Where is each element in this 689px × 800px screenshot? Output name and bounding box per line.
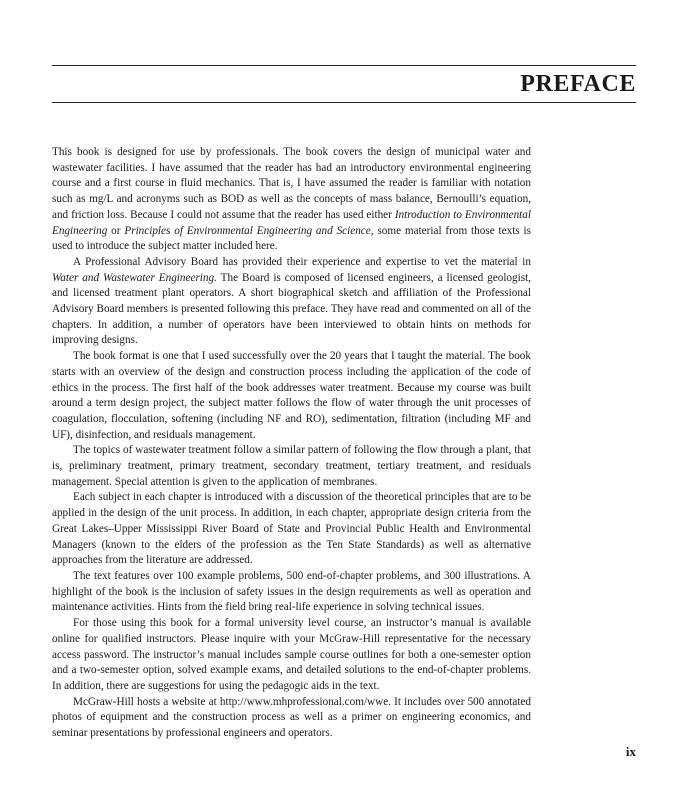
paragraph-4 <box>52 443 531 490</box>
header-top-rule <box>52 65 636 66</box>
paragraph-text: or <box>107 224 125 237</box>
paragraph-6 <box>52 569 531 616</box>
paragraph-5 <box>52 490 531 569</box>
header-bottom-rule <box>52 102 636 103</box>
book-title: Principles of Environmental Engineering and Science, <box>124 224 374 237</box>
page-number: ix <box>625 744 636 759</box>
paragraph-2 <box>52 255 531 349</box>
paragraph-7 <box>52 616 531 695</box>
paragraph-text: McGraw-Hill hosts a website at http://www.mhprofessional.com/wwe. It includes over 500 annotated photos of equipment and the construction process as well as a primer on engineering economics, and seminar presentations by professional engineers and operators. <box>52 695 531 740</box>
paragraph-text: The book format is one that I used successfully over the 20 years that I taught the material. The book starts with an overview of the design and construction process including the application of the code of ethics in the process. The first half of the book addresses water treatment. Because my course was built around a term design project, the subject matter follows the flow of water through the unit processes of coagulation, flocculation, softening (including NF and RO), sedimentation, filtration (including MF and UF), disinfection, and residuals management. <box>52 350 531 441</box>
paragraph-text: The topics of wastewater treatment follow a similar pattern of following the flow through a plant, that is, preliminary treatment, primary treatment, secondary treatment, tertiary treatment, and residuals management. Special attention is given to the application of membranes. <box>52 444 531 488</box>
paragraph-text: For those using this book for a formal university level course, an instructor’s manual is available online for qualified instructors. Please inquire with your McGraw-Hill representative for the necessary access password. The instructor’s manual includes sample course outlines for both a one-semester option and a two-semester option, solved example exams, and detailed solutions to the end-of-chapter problems. In addition, there are suggestions for using the pedagogic aids in the text. <box>52 617 531 692</box>
paragraph-text: The Board is composed of licensed engineers, a licensed geologist, and licensed treatment plant operators. A short biographical sketch and affiliation of the Professional Advisory Board members is presented following this preface. They have read and commented on all of the chapters. In addition, a number of operators have been interviewed to obtain hints on methods for improving designs. <box>52 271 531 347</box>
book-title: Water and Wastewater Engineering. <box>52 271 217 284</box>
paragraph-text: Each subject in each chapter is introduced with a discussion of the theoretical principles that are to be applied in the design of the unit process. In addition, in each chapter, appropriate design criteria from the Great Lakes–Upper Mississippi River Board of State and Provincial Public Health and Environmental Managers (known to the elders of the profession as the Ten State Standards) as well as alternative approaches from the literature are addressed. <box>52 491 531 567</box>
paragraph-text: This book is designed for use by professionals. The book covers the design of municipal water and wastewater facilities. I have assumed that the reader has had an introductory environmental engineering course and a first course in fluid mechanics. That is, I have assumed the reader is familiar with notation such as mg/L and acronyms such as BOD as well as the concepts of mass balance, Bernoulli’s equation, and friction loss. Because I could not assume that the reader has used either <box>52 146 531 221</box>
paragraph-3 <box>52 349 531 443</box>
paragraph-1 <box>52 145 531 255</box>
paragraph-8 <box>52 695 531 742</box>
paragraph-text: some material from those texts is used to introduce the subject matter included here. <box>52 224 531 253</box>
book-title: Introduction to Environmental Engineering <box>52 208 531 237</box>
paragraph-text: The text features over 100 example problems, 500 end-of-chapter problems, and 300 illustrations. A highlight of the book is the inclusion of safety issues in the design requirements as well as operation and maintenance activities. Hints from the field bring real-life experience in solving technical issues. <box>52 569 531 614</box>
paragraph-text: A Professional Advisory Board has provided their experience and expertise to vet the material in <box>73 255 531 268</box>
page-title: PREFACE <box>520 71 636 97</box>
preface-body <box>52 145 531 742</box>
